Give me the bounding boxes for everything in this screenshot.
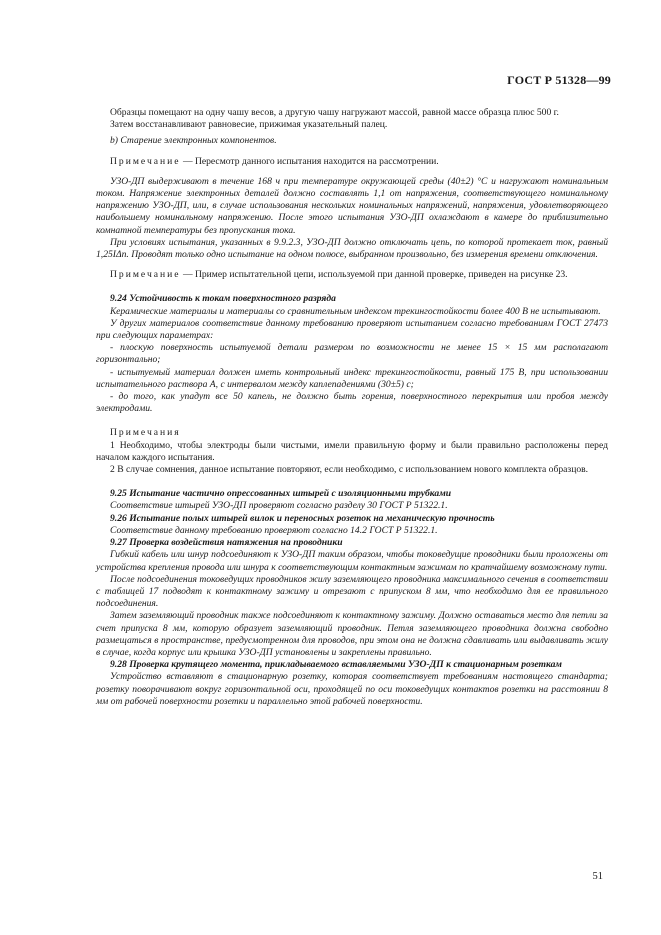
notes-heading: Примечания: [110, 427, 181, 439]
paragraph: Гибкий кабель или шнур подсоединяют к УЗО-ДП таким образом, чтобы токоведущие проводники были проложены от устройства крепления провода или шнура к соответствующим контактным зажимам по кратчайшему возможному пути.: [96, 549, 608, 573]
note-item: 2 В случае сомнения, данное испытание повторяют, если необходимо, с использованием нового комплекта образцов.: [110, 464, 589, 476]
note-text: Пример испытательной цепи, используемой при данной проверке, приведен на рисунке 23.: [194, 269, 568, 281]
list-item: - плоскую поверхность испытуемой детали размером по возможности не менее 15 × 15 мм располагают горизонтально;: [96, 342, 608, 366]
list-item: - испытуемый материал должен иметь контрольный индекс трекингостойкости, равный 175 В, при использовании испытательного раствора А, с интервалом между каплепадениями (30±5) с;: [96, 366, 608, 390]
paragraph: У других материалов соответствие данному требованию проверяют испытанием согласно требованиям ГОСТ 27473 при следующих параметрах:: [96, 317, 608, 342]
paragraph: Образцы помещают на одну чашу весов, а другую чашу нагружают массой, равной массе образца плюс 500 г.: [110, 107, 559, 118]
note-text: Пересмотр данного испытания находится на рассмотрении.: [194, 155, 439, 167]
paragraph: Затем заземляющий проводник также подсоединяют к контактному зажиму. Должно оставаться место для петли за счет припуска 8 мм, которую образует заземляющий проводник. Петля заземляющего проводника должна свободно размещаться в пространстве, предусмотренном для проводов, при этом она не должна сдавливать или выдавливать жилу в случае, когда корпус или крышка УЗО-ДП установлены и закреплены правильно.: [96, 610, 608, 658]
section-heading-9-26: 9.26 Испытание полых штырей вилок и переносных розеток на механическую прочность: [110, 512, 495, 524]
page-body: [96, 107, 608, 708]
note-separator: —: [180, 269, 195, 281]
paragraph: Соответствие штырей УЗО-ДП проверяют согласно разделу 30 ГОСТ Р 51322.1.: [110, 500, 448, 512]
note-2: [96, 269, 608, 281]
section-heading-9-25: 9.25 Испытание частично опрессованных штырей с изоляционными трубками: [110, 488, 452, 500]
paragraph: После подсоединения токоведущих проводников жилу заземляющего проводника максимального сечения в соответствии с таблицей 17 подводят к контактному зажиму и отрезают с припуском 8 мм, что необходимо для ее правильного подсоединения.: [96, 573, 608, 610]
section-heading-9-27: 9.27 Проверка воздействия натяжения на проводники: [110, 537, 343, 549]
document-id-header: ГОСТ Р 51328—99: [507, 73, 611, 87]
paragraph: При условиях испытания, указанных в 9.9.2.3, УЗО-ДП должно отключать цепь, по которой протекает ток, равный 1,25IΔn. Проводят только одно испытание на одном полюсе, выбранном произвольно, без измерения времени отключения.: [96, 236, 608, 261]
paragraph: Затем восстанавливают равновесие, прижимая указательный палец.: [110, 119, 388, 131]
page-number: 51: [592, 871, 603, 882]
list-item: - до того, как упадут все 50 капель, не должно быть горения, поверхностного перекрытия или пробоя между электродами.: [96, 391, 608, 415]
paragraph: УЗО-ДП выдерживают в течение 168 ч при температуре окружающей среды (40±2) °С и нагружают номинальным током. Напряжение электронных деталей должно составлять 1,1 от напряжения, соответствующего номинальному напряжению УЗО-ДП, или, в случае использования нескольких номинальных напряжений, напряжения, удовлетворяющего наибольшему номинальному напряжению. После этого испытания УЗО-ДП охлаждают в камере до приблизительно комнатной температуры без пропускания тока.: [96, 175, 608, 236]
section-heading-9-24: 9.24 Устойчивость к токам поверхностного разряда: [110, 293, 336, 305]
subitem-b: b) Старение электронных компонентов.: [110, 135, 277, 147]
note-label: Примечание: [110, 269, 181, 281]
section-heading-9-28: 9.28 Проверка крутящего момента, прикладываемого вставляемыми УЗО-ДП к стационарным розеткам: [110, 659, 562, 671]
paragraph: Керамические материалы и материалы со сравнительным индексом трекингостойкости более 400 В не испытывают.: [110, 305, 601, 317]
note-label: Примечание: [110, 155, 181, 167]
paragraph: Соответствие данному требованию проверяют согласно 14.2 ГОСТ Р 51322.1.: [110, 524, 438, 536]
note-1: [96, 156, 608, 168]
paragraph: Устройство вставляют в стационарную розетку, которая соответствует требованиям настоящего стандарта; розетку поворачивают вокруг горизонтальной оси, проходящей по оси токоведущих контактов розетки на расстоянии 8 мм от рабочей поверхности розетки и параллельно этой рабочей поверхности.: [96, 671, 608, 707]
note-item: 1 Необходимо, чтобы электроды были чистыми, имели правильную форму и были правильно расположены перед началом каждого испытания.: [96, 439, 608, 463]
note-separator: —: [180, 155, 195, 167]
